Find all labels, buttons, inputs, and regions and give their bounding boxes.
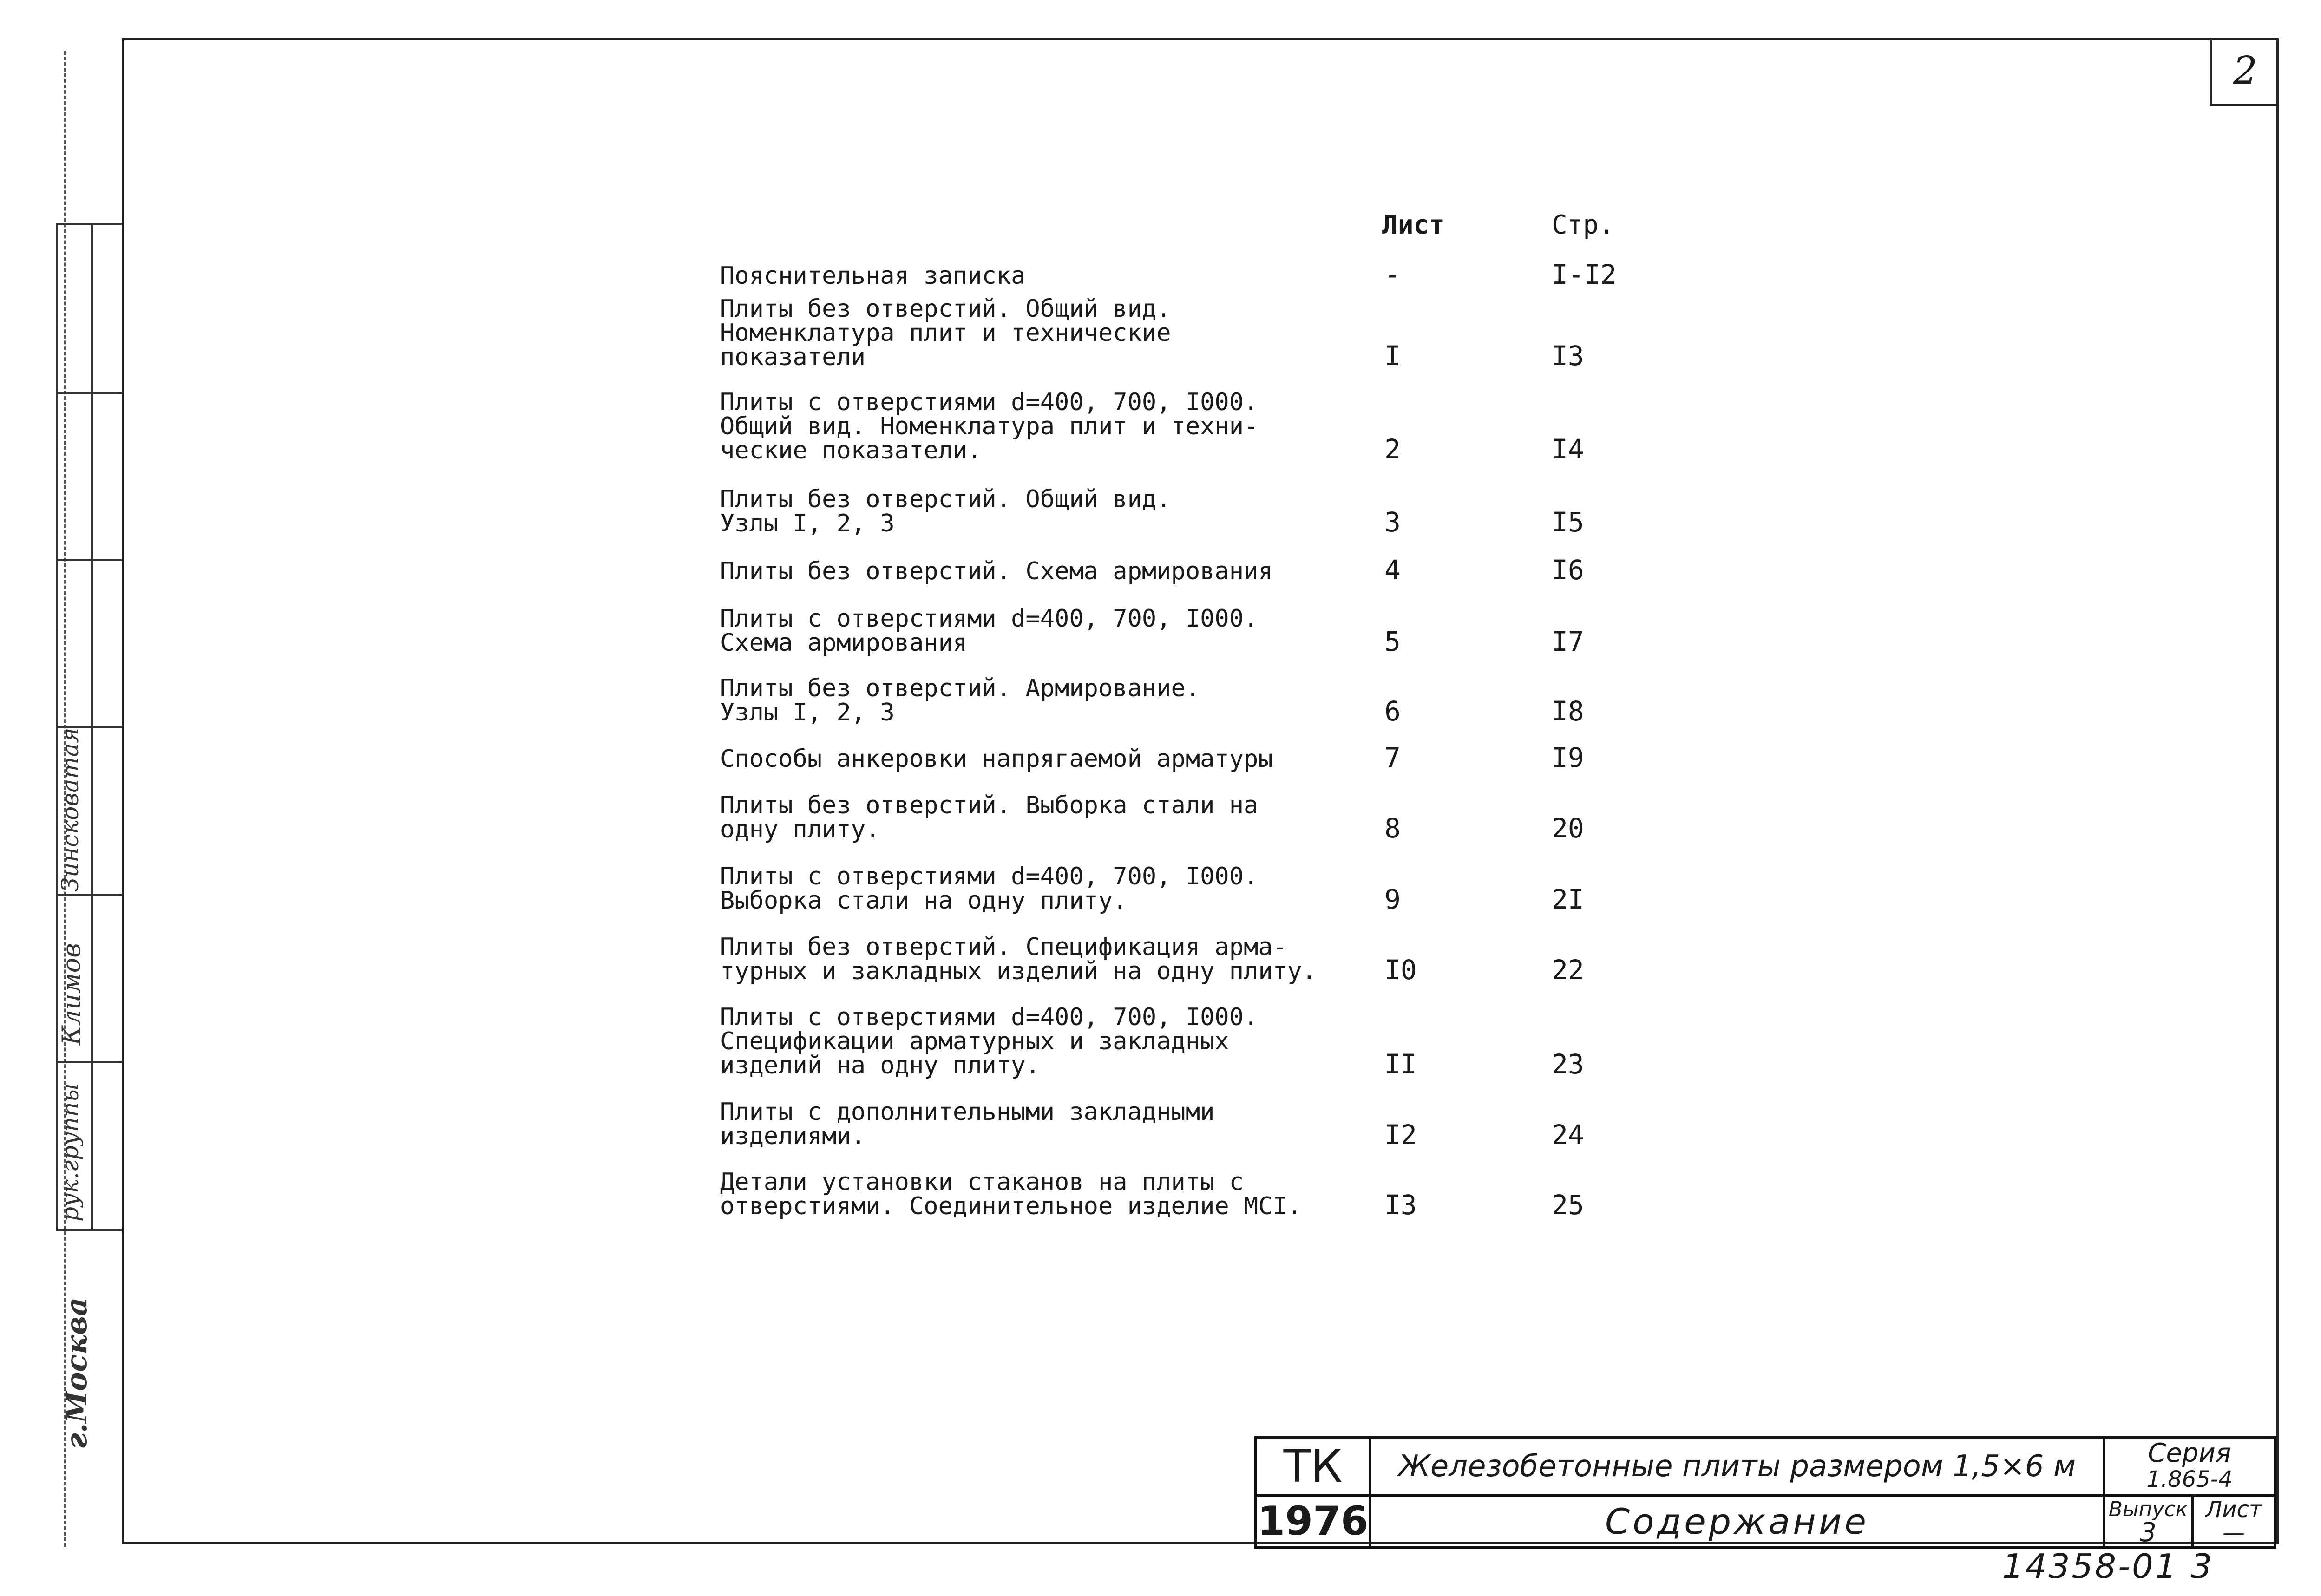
toc-pages: 22	[1552, 954, 1584, 986]
toc-title: Плиты без отверстий. Спецификация арма- турных и закладных изделий на одну плиту.	[720, 933, 1317, 985]
side-stamp-name: Зинсковатая	[57, 727, 84, 892]
toc-pages: I9	[1552, 742, 1584, 773]
toc-title: Плиты без отверстий. Выборка стали на одну плиту.	[720, 791, 1259, 844]
toc-title: Плиты с отверстиями d=400, 700, I000. Схема армирования	[720, 605, 1259, 657]
issue-label: Выпуск	[2108, 1498, 2188, 1521]
title-block-project: Железобетонные плиты размером 1,5×6 м	[1369, 1439, 2103, 1494]
column-header-sheet: Лист	[1382, 210, 1445, 240]
toc-pages: I6	[1552, 554, 1584, 586]
toc-title: Способы анкеровки напрягаемой арматуры	[720, 745, 1273, 773]
toc-row	[720, 904, 1696, 986]
toc-row	[720, 209, 1696, 288]
toc-pages: I3	[1552, 340, 1584, 372]
toc-sheet: 4	[1384, 554, 1401, 586]
toc-row	[720, 999, 1696, 1078]
toc-pages: I8	[1552, 695, 1584, 727]
toc-title: Плиты с отверстиями d=400, 700, I000. Спецификации арматурных и закладных изделий на одну плиту.	[720, 1003, 1259, 1079]
title-block-issue	[2103, 1494, 2191, 1546]
toc-pages: I7	[1552, 626, 1584, 657]
side-stamp-divider	[58, 1061, 122, 1063]
toc-sheet: 7	[1384, 742, 1401, 773]
side-stamp-role: рук.группы	[57, 1083, 84, 1222]
toc-sheet: -	[1384, 259, 1401, 290]
issue-value: 3	[2140, 1518, 2157, 1548]
series-label: Серия	[2148, 1438, 2231, 1468]
toc-pages: 20	[1552, 812, 1584, 844]
toc-sheet: 8	[1384, 812, 1401, 844]
toc-pages: 24	[1552, 1119, 1584, 1151]
toc-row	[720, 692, 1696, 771]
page-number: 2	[2210, 38, 2279, 106]
toc-pages: I-I2	[1552, 259, 1617, 290]
side-stamp-divider	[58, 392, 122, 394]
title-block-sheet	[2191, 1494, 2274, 1546]
toc-pages: 2I	[1552, 883, 1584, 915]
toc-title: Детали установки стаканов на плиты с отверстиями. Соединительное изделие МСI.	[720, 1168, 1302, 1220]
toc-row	[720, 1139, 1696, 1221]
title-block-sheet-title: Содержание	[1369, 1494, 2103, 1546]
toc-title: Плиты с отверстиями d=400, 700, I000. Выборка стали на одну плиту.	[720, 863, 1259, 915]
side-stamp-city: г.Москва	[59, 1297, 93, 1449]
toc-row	[720, 576, 1696, 655]
series-value: 1.865-4	[2146, 1466, 2233, 1492]
toc-row	[720, 834, 1696, 913]
column-header-pages: Стр.	[1552, 210, 1614, 240]
toc-row	[720, 504, 1696, 586]
toc-sheet: 3	[1384, 506, 1401, 538]
title-block	[1254, 1436, 2276, 1549]
toc-sheet: I2	[1384, 1119, 1417, 1151]
toc-sheet: 9	[1384, 883, 1401, 915]
toc-row	[720, 763, 1696, 842]
toc-title: Плиты с дополнительными закладными изделиями.	[720, 1098, 1215, 1150]
title-block-series	[2103, 1439, 2274, 1494]
toc-title: Пояснительная записка	[720, 262, 1026, 290]
toc-pages: 25	[1552, 1189, 1584, 1221]
toc-title: Плиты без отверстий. Общий вид. Узлы I, 2, 3	[720, 485, 1171, 537]
toc-pages: 23	[1552, 1048, 1584, 1080]
toc-title: Плиты с отверстиями d=400, 700, I000. Общий вид. Номенклатура плит и техни- ческие показатели.	[720, 388, 1259, 464]
archive-code: 14358-01 3	[2002, 1547, 2214, 1586]
toc-sheet: 6	[1384, 695, 1401, 727]
title-block-org: ТК	[1283, 1440, 1343, 1492]
toc-sheet: 5	[1384, 626, 1401, 657]
toc-row	[720, 384, 1696, 463]
side-stamp-divider	[58, 894, 122, 896]
title-block-year: 1976	[1257, 1494, 1369, 1546]
toc-pages: I4	[1552, 433, 1584, 465]
side-stamp-divider	[58, 559, 122, 561]
toc-title: Плиты без отверстий. Схема армирования	[720, 557, 1273, 585]
toc-pages: I5	[1552, 506, 1584, 538]
toc-title: Плиты без отверстий. Общий вид. Номенклатура плит и технические показатели	[720, 295, 1171, 371]
toc-sheet: 2	[1384, 433, 1401, 465]
sheet-label: Лист	[2205, 1497, 2262, 1523]
toc-row	[720, 290, 1696, 372]
sheet-value: —	[2223, 1520, 2245, 1546]
toc-title: Плиты без отверстий. Армирование. Узлы I, 2, 3	[720, 674, 1200, 726]
toc-sheet: II	[1384, 1048, 1417, 1080]
side-approval-stamp	[56, 223, 122, 1231]
toc-sheet: I0	[1384, 954, 1417, 986]
toc-row	[720, 1069, 1696, 1151]
toc-sheet: I	[1384, 340, 1401, 372]
side-stamp-signature: Климов	[57, 943, 86, 1045]
toc-sheet: I3	[1384, 1189, 1417, 1221]
